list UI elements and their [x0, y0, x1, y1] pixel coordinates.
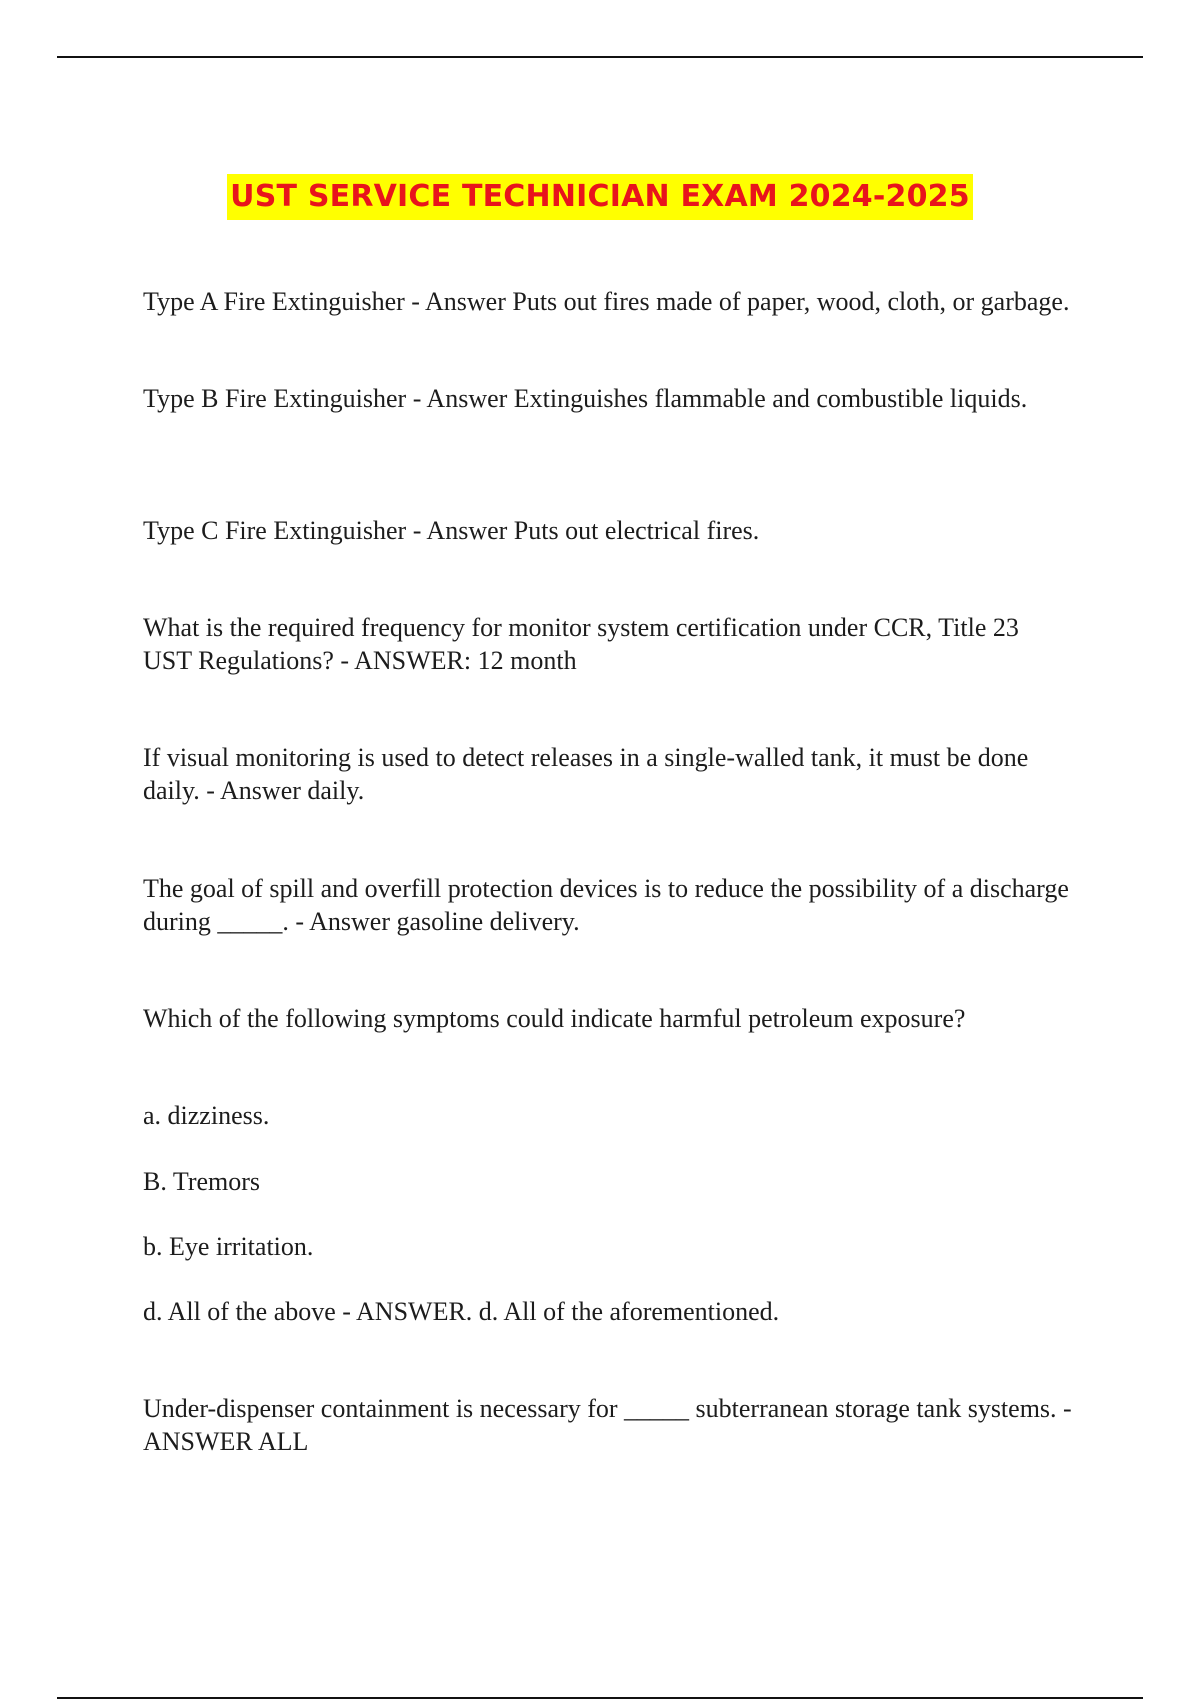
qa-monitor-certification-frequency: What is the required frequency for monitor system certification under CCR, Title 23 UST Regulations? - ANSWER: 12 month — [143, 613, 1019, 675]
qa-type-a-fire-extinguisher: Type A Fire Extinguisher - Answer Puts out fires made of paper, wood, cloth, or garbage. — [143, 287, 1070, 316]
option-a-dizziness: a. dizziness. — [143, 1101, 270, 1130]
bottom-rule — [57, 1697, 1143, 1699]
qa-spill-overfill-protection: The goal of spill and overfill protection devices is to reduce the possibility of a discharge during _____. - Answer gasoline delivery. — [143, 874, 1069, 936]
qa-under-dispenser-containment: Under-dispenser containment is necessary for _____ subterranean storage tank systems. - ANSWER ALL — [143, 1394, 1072, 1456]
option-d-all-of-the-above: d. All of the above - ANSWER. d. All of the aforementioned. — [143, 1297, 780, 1326]
document-title: UST SERVICE TECHNICIAN EXAM 2024-2025 — [227, 174, 973, 220]
qa-type-c-fire-extinguisher: Type C Fire Extinguisher - Answer Puts out electrical fires. — [143, 516, 760, 545]
qa-petroleum-exposure-question: Which of the following symptoms could indicate harmful petroleum exposure? — [143, 1004, 966, 1033]
option-b-tremors: B. Tremors — [143, 1167, 261, 1196]
qa-type-b-fire-extinguisher: Type B Fire Extinguisher - Answer Extinguishes flammable and combustible liquids. — [143, 384, 1028, 413]
top-rule — [57, 56, 1143, 58]
title-block — [0, 174, 1200, 220]
qa-visual-monitoring: If visual monitoring is used to detect releases in a single-walled tank, it must be done daily. - Answer daily. — [143, 743, 1029, 805]
option-b-eye-irritation: b. Eye irritation. — [143, 1232, 314, 1261]
